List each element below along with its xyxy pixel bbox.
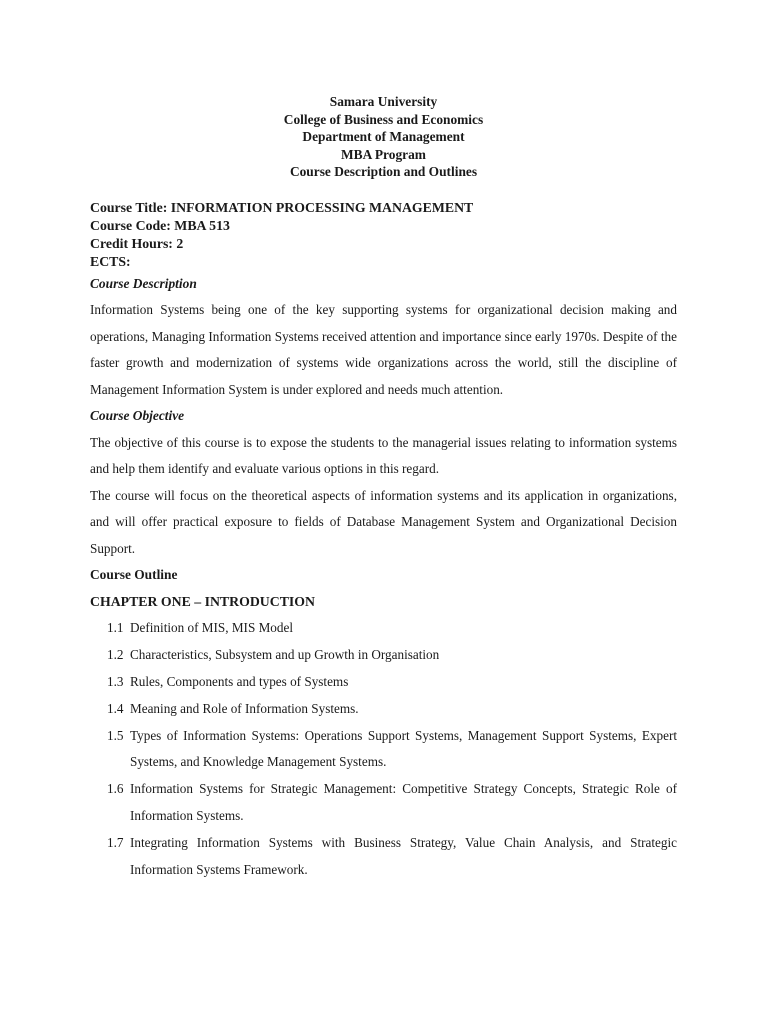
item-number: 1.5 xyxy=(107,727,124,743)
program-name: MBA Program xyxy=(341,146,426,162)
item-number: 1.2 xyxy=(107,647,124,663)
list-item xyxy=(90,642,677,669)
item-number: 1.1 xyxy=(107,620,124,636)
list-item xyxy=(90,696,677,723)
list-item xyxy=(90,723,677,777)
document-header xyxy=(90,93,677,181)
document-page xyxy=(90,93,677,883)
course-outline-heading: Course Outline xyxy=(90,567,178,583)
item-number: 1.7 xyxy=(107,834,124,850)
chapter-heading: CHAPTER ONE – INTRODUCTION xyxy=(90,593,315,609)
course-objective-heading: Course Objective xyxy=(90,408,185,424)
ects: ECTS: xyxy=(90,253,131,269)
credit-hours: Credit Hours: 2 xyxy=(90,235,184,251)
item-text: Information Systems for Strategic Management: Competitive Strategy Concepts, Strategic Role of Information Systems. xyxy=(130,781,677,824)
course-focus-paragraph: The course will focus on the theoretical aspects of information systems and its application in organizations, and will offer practical exposure to fields of Database Management System and Organizational Decision Support. xyxy=(90,487,677,556)
college-name: College of Business and Economics xyxy=(283,111,484,127)
item-number: 1.3 xyxy=(107,674,124,690)
item-text: Meaning and Role of Information Systems. xyxy=(130,700,359,716)
course-description-heading: Course Description xyxy=(90,275,197,291)
document-title: Course Description and Outlines xyxy=(289,164,478,180)
item-number: 1.6 xyxy=(107,781,124,797)
department-name: Department of Management xyxy=(302,129,465,145)
list-item xyxy=(90,776,677,830)
item-text: Types of Information Systems: Operations Support Systems, Management Support Systems, Expert Systems, and Knowledge Management Systems. xyxy=(130,727,677,770)
item-text: Integrating Information Systems with Business Strategy, Value Chain Analysis, and Strategic Information Systems Framework. xyxy=(130,834,677,877)
item-number: 1.4 xyxy=(107,700,124,716)
list-item xyxy=(90,830,677,884)
item-text: Characteristics, Subsystem and up Growth in Organisation xyxy=(130,647,440,663)
list-item xyxy=(90,615,677,642)
course-title: Course Title: INFORMATION PROCESSING MANAGEMENT xyxy=(90,199,474,215)
item-text: Definition of MIS, MIS Model xyxy=(130,620,294,636)
course-objective-paragraph: The objective of this course is to expose the students to the managerial issues relating to information systems and help them identify and evaluate various options in this regard. xyxy=(90,434,677,477)
course-info xyxy=(90,199,677,271)
outline-list xyxy=(90,615,677,883)
list-item xyxy=(90,669,677,696)
item-text: Rules, Components and types of Systems xyxy=(130,674,349,690)
course-description-text: Information Systems being one of the key supporting systems for organizational decision making and operations, Managing Information Systems received attention and importance since early 1970s. Despite of the faster growth and modernization of systems wide organizations across the world, still the discipline of Management Information System is under explored and needs much attention. xyxy=(90,302,677,397)
university-name: Samara University xyxy=(329,94,438,109)
course-code: Course Code: MBA 513 xyxy=(90,217,230,233)
